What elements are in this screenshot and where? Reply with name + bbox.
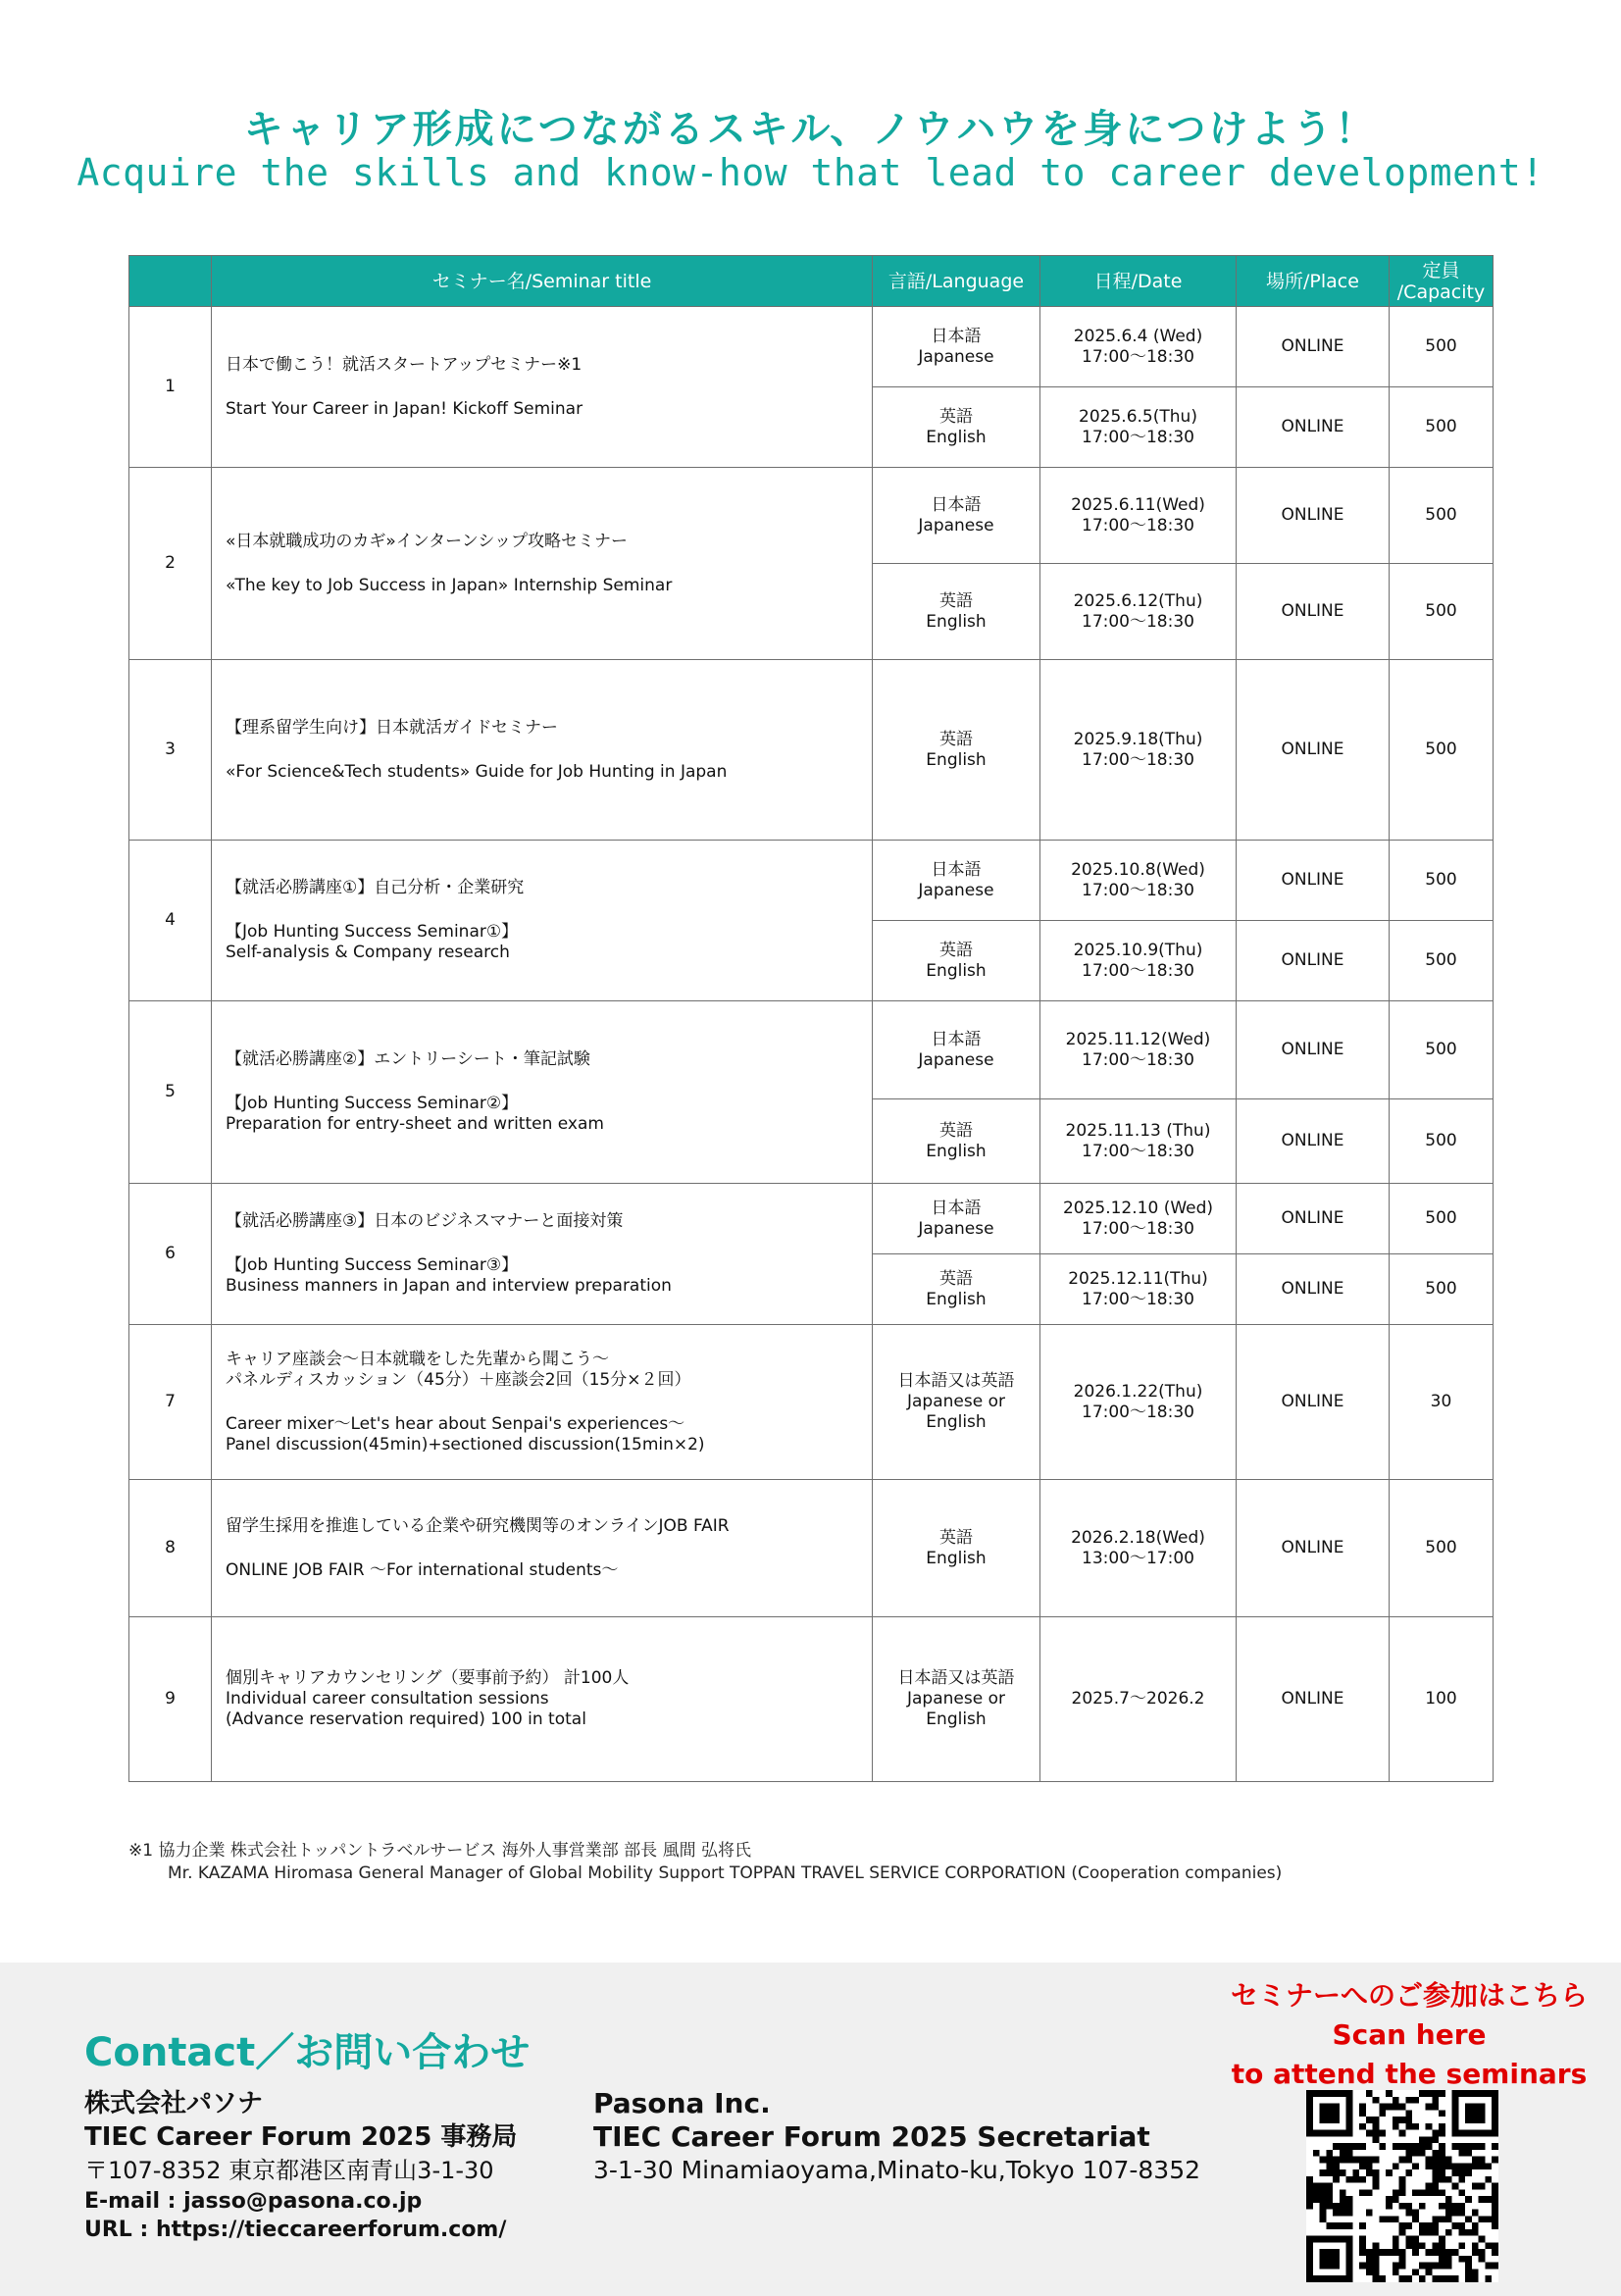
seminar-title xyxy=(212,468,873,660)
session-place: ONLINE xyxy=(1237,841,1390,921)
session-language-line: 英語 xyxy=(939,590,973,611)
contact-email[interactable]: E-mail : jasso@pasona.co.jp xyxy=(84,2189,423,2214)
session-place: ONLINE xyxy=(1237,921,1390,1001)
session-date-line: 17:00～18:30 xyxy=(1082,427,1194,447)
session-date-line: 17:00～18:30 xyxy=(1082,611,1194,632)
session-language-line: 英語 xyxy=(939,1527,973,1548)
seminar-title-line: 【理系留学生向け】日本就活ガイドセミナー xyxy=(226,717,558,738)
seminar-title-line xyxy=(226,898,858,922)
session-capacity: 500 xyxy=(1390,660,1494,841)
session-capacity: 500 xyxy=(1390,1254,1494,1325)
session-place: ONLINE xyxy=(1237,307,1390,387)
session-language-line: 日本語 xyxy=(931,1029,982,1049)
header-place: 場所/Place xyxy=(1237,256,1390,307)
header-capacity-en: /Capacity xyxy=(1396,281,1486,303)
session-language-line: 日本語又は英語 xyxy=(897,1668,1015,1688)
session-language-line: Japanese xyxy=(918,1218,994,1239)
seminar-title-line: Individual career consultation sessions xyxy=(226,1689,549,1709)
session-date-line: 2025.6.4 (Wed) xyxy=(1073,326,1203,346)
header-no xyxy=(129,256,212,307)
session-language xyxy=(873,660,1040,841)
session-language-line: 英語 xyxy=(939,729,973,749)
table-row xyxy=(129,1184,1494,1254)
session-date xyxy=(1040,468,1237,564)
session-date-line: 2026.1.22(Thu) xyxy=(1073,1381,1203,1402)
session-date xyxy=(1040,1325,1237,1480)
seminar-number: 1 xyxy=(129,307,212,468)
seminar-title-line: ONLINE JOB FAIR ～For international students～ xyxy=(226,1559,619,1580)
seminar-title xyxy=(212,660,873,841)
footnote-line-2: Mr. KAZAMA Hiromasa General Manager of Global Mobility Support TOPPAN TRAVEL SERVICE CORPORATION (Cooperation companies) xyxy=(168,1863,1283,1883)
session-place: ONLINE xyxy=(1237,1325,1390,1480)
session-date-line: 17:00～18:30 xyxy=(1082,346,1194,367)
session-place: ONLINE xyxy=(1237,1254,1390,1325)
session-language-line: English xyxy=(926,1141,987,1161)
session-language xyxy=(873,841,1040,921)
session-date xyxy=(1040,564,1237,660)
session-capacity: 500 xyxy=(1390,1184,1494,1254)
session-language-line: 日本語 xyxy=(931,326,982,346)
seminar-title-line: Business manners in Japan and interview preparation xyxy=(226,1276,672,1296)
session-language-line: English xyxy=(926,1709,987,1729)
session-date-line: 2025.11.12(Wed) xyxy=(1065,1029,1211,1049)
session-date xyxy=(1040,1001,1237,1099)
session-language-line: English xyxy=(926,1289,987,1309)
session-language-line: English xyxy=(926,1548,987,1568)
session-date-line: 17:00～18:30 xyxy=(1082,1402,1194,1422)
heading-en: Acquire the skills and know-how that lead to career development! xyxy=(76,151,1545,194)
heading-jp: キャリア形成につながるスキル、ノウハウを身につけよう！ xyxy=(243,107,1378,152)
session-language-line: 英語 xyxy=(939,940,973,960)
session-date-line: 13:00～17:00 xyxy=(1082,1548,1194,1568)
seminar-title-line: Panel discussion(45min)+sectioned discussion(15min×2) xyxy=(226,1434,705,1454)
session-date-line: 2025.6.12(Thu) xyxy=(1073,590,1203,611)
session-language xyxy=(873,1184,1040,1254)
header-title: セミナー名/Seminar title xyxy=(212,256,873,307)
session-date-line: 17:00～18:30 xyxy=(1082,1289,1194,1309)
seminar-title-line: «日本就職成功のカギ»インターンシップ攻略セミナー xyxy=(226,531,629,551)
session-place: ONLINE xyxy=(1237,1184,1390,1254)
session-date xyxy=(1040,841,1237,921)
seminar-table xyxy=(128,255,1494,1782)
seminar-number: 6 xyxy=(129,1184,212,1325)
session-language-line: 日本語 xyxy=(931,494,982,515)
session-capacity: 500 xyxy=(1390,307,1494,387)
qr-code-icon[interactable] xyxy=(1306,2090,1498,2282)
session-capacity: 500 xyxy=(1390,564,1494,660)
seminar-title-line xyxy=(226,1391,858,1414)
session-place: ONLINE xyxy=(1237,564,1390,660)
session-language-line: English xyxy=(926,1412,987,1432)
seminar-title-line: 【就活必勝講座①】自己分析・企業研究 xyxy=(226,878,525,897)
session-language xyxy=(873,1099,1040,1184)
table-row xyxy=(129,841,1494,921)
session-language xyxy=(873,307,1040,387)
seminar-number: 8 xyxy=(129,1480,212,1617)
seminar-title-line xyxy=(226,376,858,399)
contact-footer xyxy=(0,1963,1621,2296)
seminar-title-line: 【就活必勝講座③】日本のビジネスマナーと面接対策 xyxy=(226,1211,624,1231)
session-capacity: 500 xyxy=(1390,1480,1494,1617)
session-date-line: 2025.12.10 (Wed) xyxy=(1062,1198,1214,1218)
session-capacity: 500 xyxy=(1390,1099,1494,1184)
contact-en-block xyxy=(593,2087,1200,2187)
seminar-title-line: Self-analysis & Company research xyxy=(226,943,510,962)
session-place: ONLINE xyxy=(1237,468,1390,564)
session-date xyxy=(1040,1254,1237,1325)
seminar-title-line: 【Job Hunting Success Seminar①】 xyxy=(226,922,519,942)
session-language-line: English xyxy=(926,960,987,981)
table-row xyxy=(129,1325,1494,1480)
scan-en-1: Scan here xyxy=(1332,2018,1487,2051)
session-language-line: Japanese xyxy=(918,1049,994,1070)
session-date-line: 2025.11.13 (Thu) xyxy=(1065,1120,1211,1141)
session-language-line: English xyxy=(926,427,987,447)
seminar-title-line xyxy=(226,552,858,576)
scan-jp: セミナーへのご参加はこちら xyxy=(1230,1979,1588,2012)
session-date xyxy=(1040,387,1237,468)
header-date: 日程/Date xyxy=(1040,256,1237,307)
en-company: Pasona Inc. xyxy=(593,2087,771,2119)
session-language xyxy=(873,1254,1040,1325)
table-row xyxy=(129,1617,1494,1782)
seminar-number: 2 xyxy=(129,468,212,660)
seminar-title-line: «For Science&Tech students» Guide for Job Hunting in Japan xyxy=(226,761,728,782)
table-row xyxy=(129,660,1494,841)
seminar-title xyxy=(212,1480,873,1617)
en-office: TIEC Career Forum 2025 Secretariat xyxy=(593,2120,1150,2153)
session-date-line: 17:00～18:30 xyxy=(1082,515,1194,536)
seminar-number: 9 xyxy=(129,1617,212,1782)
session-language xyxy=(873,1480,1040,1617)
session-capacity: 30 xyxy=(1390,1325,1494,1480)
seminar-number: 7 xyxy=(129,1325,212,1480)
session-language-line: Japanese or xyxy=(907,1689,1005,1709)
table-row xyxy=(129,307,1494,387)
session-language-line: English xyxy=(926,611,987,632)
session-date-line: 17:00～18:30 xyxy=(1082,960,1194,981)
session-language-line: 日本語又は英語 xyxy=(897,1371,1015,1391)
header-capacity-jp: 定員 xyxy=(1422,259,1460,281)
header-capacity xyxy=(1390,256,1494,307)
scan-callout xyxy=(1208,1976,1610,2094)
session-date xyxy=(1040,307,1237,387)
session-date xyxy=(1040,1480,1237,1617)
seminar-title-line: 個別キャリアカウンセリング（要事前予約） 計100人 xyxy=(226,1668,630,1688)
session-language-line: Japanese xyxy=(918,346,994,367)
seminar-title-line: パネルディスカッション（45分）＋座談会2回（15分×２回） xyxy=(226,1369,691,1390)
session-language xyxy=(873,468,1040,564)
session-date-line: 2025.9.18(Thu) xyxy=(1073,729,1203,749)
table-body xyxy=(129,307,1494,1782)
table-row xyxy=(129,468,1494,564)
seminar-title-line: Start Your Career in Japan! Kickoff Seminar xyxy=(226,398,583,419)
session-language xyxy=(873,1001,1040,1099)
contact-url[interactable]: URL : https://tieccareerforum.com/ xyxy=(84,2218,507,2242)
session-language-line: 日本語 xyxy=(931,859,982,880)
seminar-title-line xyxy=(226,1232,858,1255)
session-capacity: 500 xyxy=(1390,1001,1494,1099)
session-place: ONLINE xyxy=(1237,387,1390,468)
session-date xyxy=(1040,921,1237,1001)
seminar-title-line: 留学生採用を推進している企業や研究機関等のオンラインJOB FAIR xyxy=(226,1515,730,1536)
footnote xyxy=(128,1840,1282,1885)
session-date xyxy=(1040,660,1237,841)
session-date-line: 2025.10.9(Thu) xyxy=(1073,940,1203,960)
header-language: 言語/Language xyxy=(873,256,1040,307)
seminar-title-line xyxy=(226,1070,858,1094)
session-language xyxy=(873,921,1040,1001)
session-language-line: 英語 xyxy=(939,1120,973,1141)
scan-en-2: to attend the seminars xyxy=(1231,2058,1588,2090)
session-date-line: 2025.6.5(Thu) xyxy=(1079,406,1197,427)
session-language-line: English xyxy=(926,749,987,770)
seminar-title-line: Preparation for entry-sheet and written exam xyxy=(226,1114,604,1134)
session-date-line: 2025.7～2026.2 xyxy=(1071,1689,1205,1709)
seminar-number: 3 xyxy=(129,660,212,841)
session-language xyxy=(873,1617,1040,1782)
session-date-line: 2025.12.11(Thu) xyxy=(1068,1268,1208,1289)
session-place: ONLINE xyxy=(1237,1480,1390,1617)
seminar-title-line: «The key to Job Success in Japan» Internship Seminar xyxy=(226,575,673,595)
jp-company: 株式会社パソナ xyxy=(84,2089,264,2118)
session-language-line: Japanese xyxy=(918,880,994,900)
seminar-title-line: Career mixer～Let's hear about Senpai's experiences～ xyxy=(226,1413,685,1434)
session-language-line: 英語 xyxy=(939,406,973,427)
table-header-row xyxy=(129,256,1494,307)
seminar-title xyxy=(212,1001,873,1184)
session-date-line: 2026.2.18(Wed) xyxy=(1071,1527,1205,1548)
seminar-title xyxy=(212,307,873,468)
contact-title: Contact／お問い合わせ xyxy=(84,2030,531,2075)
session-place: ONLINE xyxy=(1237,1099,1390,1184)
contact-jp-block xyxy=(84,2087,517,2244)
session-date-line: 17:00～18:30 xyxy=(1082,1141,1194,1161)
session-date-line: 2025.10.8(Wed) xyxy=(1071,859,1205,880)
session-language-line: Japanese or xyxy=(907,1392,1005,1411)
session-language-line: 日本語 xyxy=(931,1198,982,1218)
session-capacity: 500 xyxy=(1390,841,1494,921)
session-date-line: 17:00～18:30 xyxy=(1082,880,1194,900)
session-language xyxy=(873,1325,1040,1480)
session-capacity: 500 xyxy=(1390,468,1494,564)
seminar-title-line: (Advance reservation required) 100 in total xyxy=(226,1709,586,1729)
seminar-number: 4 xyxy=(129,841,212,1001)
seminar-title-line: 【Job Hunting Success Seminar③】 xyxy=(226,1255,519,1275)
seminar-title-line: 【就活必勝講座②】エントリーシート・筆記試験 xyxy=(226,1049,590,1069)
jp-address: 〒107-8352 東京都港区南青山3-1-30 xyxy=(84,2157,494,2184)
table-row xyxy=(129,1480,1494,1617)
session-place: ONLINE xyxy=(1237,660,1390,841)
session-place: ONLINE xyxy=(1237,1001,1390,1099)
session-language xyxy=(873,387,1040,468)
session-capacity: 100 xyxy=(1390,1617,1494,1782)
session-date xyxy=(1040,1184,1237,1254)
en-address: 3-1-30 Minamiaoyama,Minato-ku,Tokyo 107-8352 xyxy=(593,2156,1201,2184)
session-date-line: 2025.6.11(Wed) xyxy=(1071,494,1205,515)
session-language xyxy=(873,564,1040,660)
session-language-line: 英語 xyxy=(939,1268,973,1289)
session-capacity: 500 xyxy=(1390,921,1494,1001)
jp-office: TIEC Career Forum 2025 事務局 xyxy=(84,2122,518,2152)
session-date-line: 17:00～18:30 xyxy=(1082,1218,1194,1239)
session-place: ONLINE xyxy=(1237,1617,1390,1782)
seminar-title-line: キャリア座談会～日本就職をした先輩から聞こう～ xyxy=(226,1349,609,1369)
session-date-line: 17:00～18:30 xyxy=(1082,1049,1194,1070)
seminar-title-line: 【Job Hunting Success Seminar②】 xyxy=(226,1094,519,1113)
session-date-line: 17:00～18:30 xyxy=(1082,749,1194,770)
seminar-title-line xyxy=(226,1537,858,1560)
session-language-line: Japanese xyxy=(918,515,994,536)
seminar-title xyxy=(212,1325,873,1480)
seminar-title xyxy=(212,841,873,1001)
session-date xyxy=(1040,1099,1237,1184)
seminar-number: 5 xyxy=(129,1001,212,1184)
footnote-line-1: ※1 協力企業 株式会社トッパントラベルサービス 海外人事営業部 部長 風間 弘将氏 xyxy=(128,1841,751,1861)
seminar-title xyxy=(212,1617,873,1782)
seminar-title-line xyxy=(226,739,858,762)
seminar-title xyxy=(212,1184,873,1325)
table-row xyxy=(129,1001,1494,1099)
session-capacity: 500 xyxy=(1390,387,1494,468)
session-date xyxy=(1040,1617,1237,1782)
seminar-title-line: 日本で働こう！就活スタートアップセミナー※1 xyxy=(226,354,583,375)
